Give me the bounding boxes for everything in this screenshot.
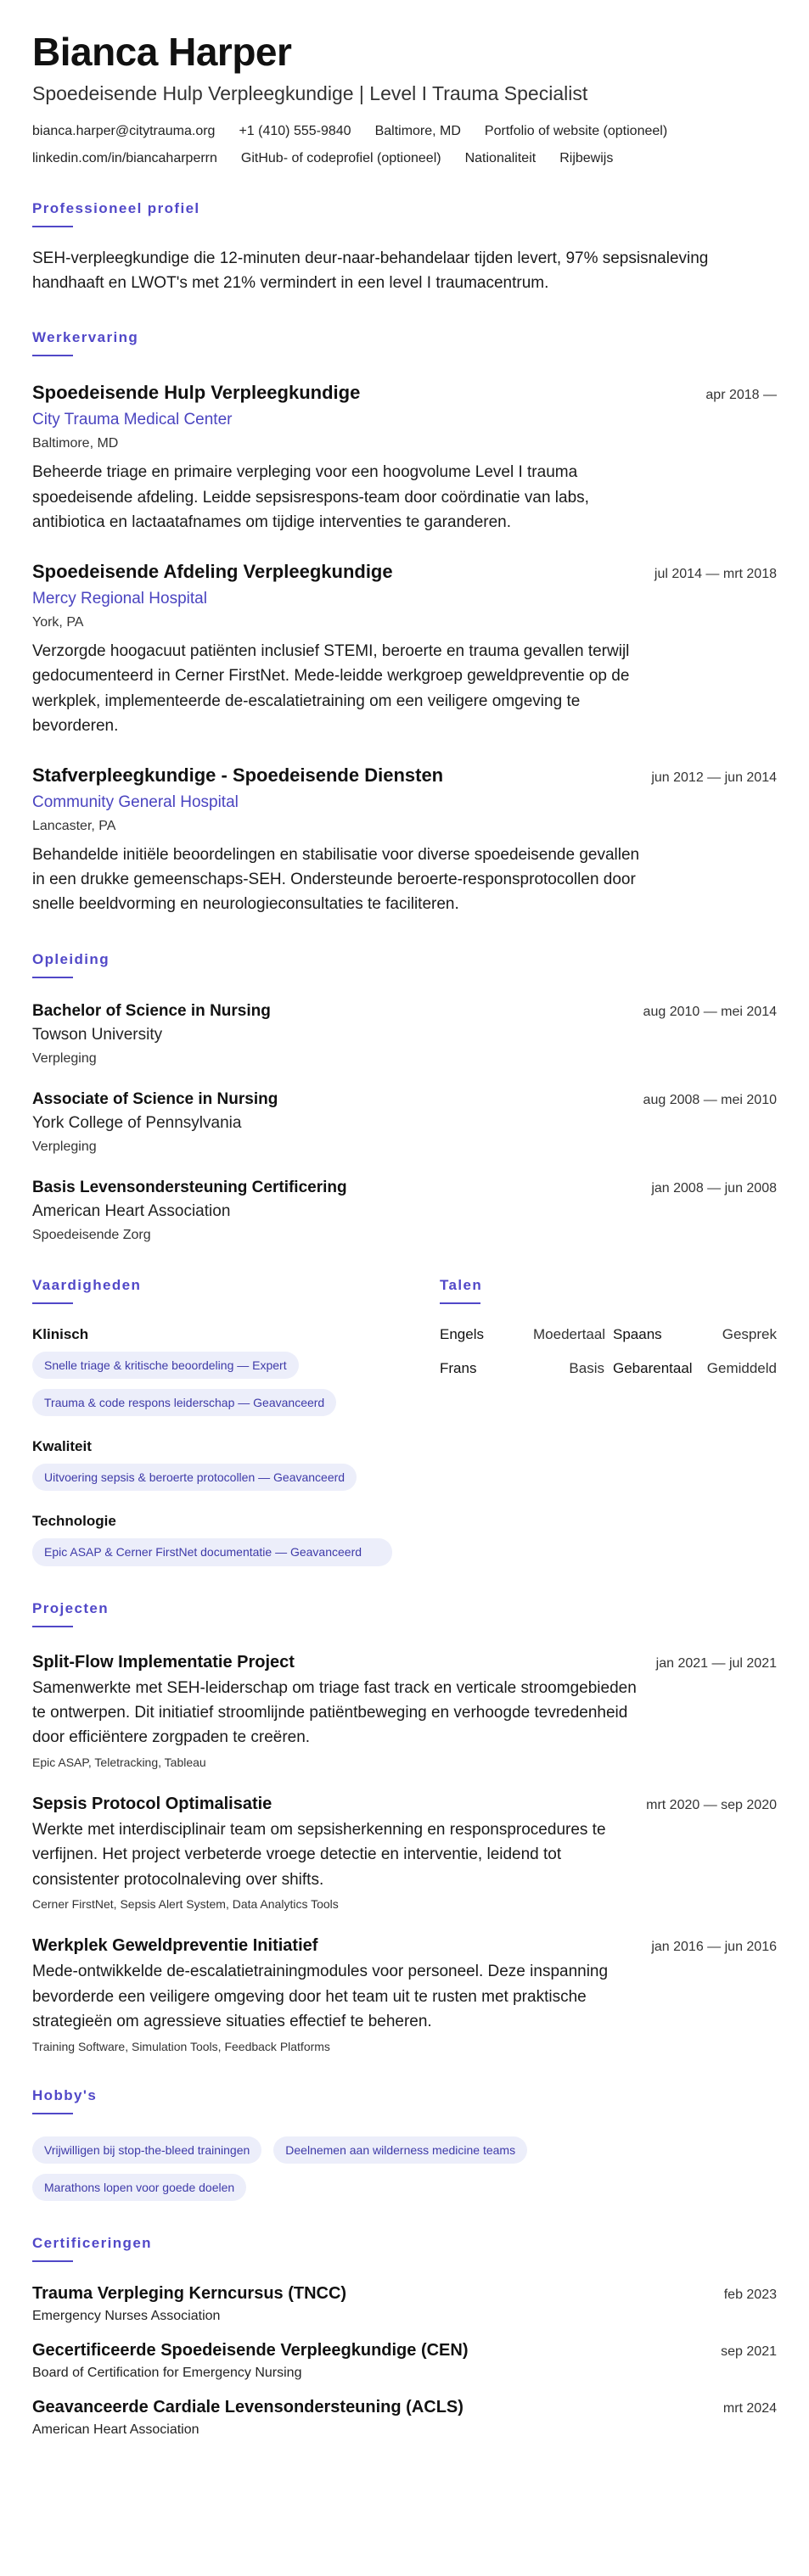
education-field: Verpleging xyxy=(32,1050,97,1066)
experience-section xyxy=(32,329,777,916)
languages-section xyxy=(440,1277,777,1566)
education-dates: aug 2010 — mei 2014 xyxy=(643,1004,777,1019)
certifications-section xyxy=(32,2235,777,2438)
education-section xyxy=(32,951,777,1243)
certification-date: feb 2023 xyxy=(723,2287,777,2302)
language-level: Gesprek xyxy=(722,1325,777,1342)
project-item xyxy=(32,1936,777,2052)
certification-name: Gecertificeerde Spoedeisende Verpleegkundige (CEN) xyxy=(32,2340,469,2360)
profile-section xyxy=(32,200,777,296)
certification-item xyxy=(32,2398,777,2438)
job-title: Spoedeisende Afdeling Verpleegkundige xyxy=(32,560,393,582)
certification-issuer: American Heart Association xyxy=(32,2422,199,2437)
section-title-education: Opleiding xyxy=(32,950,110,967)
job-dates: jul 2014 — mrt 2018 xyxy=(654,566,777,581)
job-location: Lancaster, PA xyxy=(32,818,116,833)
project-tools: Training Software, Simulation Tools, Feedback Platforms xyxy=(32,2039,330,2053)
project-tools: Cerner FirstNet, Sepsis Alert System, Data Analytics Tools xyxy=(32,1897,339,1912)
education-field: Spoedeisende Zorg xyxy=(32,1227,151,1242)
contact-info xyxy=(32,124,777,166)
skill-chip: Uitvoering sepsis & beroerte protocollen — Geavanceerd xyxy=(32,1464,357,1491)
skill-group-title: Technologie xyxy=(32,1513,116,1530)
job-dates: apr 2018 — xyxy=(705,388,777,403)
certification-date: sep 2021 xyxy=(721,2344,777,2359)
certification-issuer: Board of Certification for Emergency Nursing xyxy=(32,2365,302,2380)
job-location: York, PA xyxy=(32,614,84,630)
section-divider xyxy=(32,355,73,356)
section-title-languages: Talen xyxy=(440,1276,483,1293)
certification-name: Trauma Verpleging Kerncursus (TNCC) xyxy=(32,2283,347,2303)
project-dates: jan 2021 — jul 2021 xyxy=(655,1655,777,1671)
contact-nationality: Nationaliteit xyxy=(464,150,537,165)
section-divider xyxy=(32,2113,73,2114)
hobby-chip: Deelnemen aan wilderness medicine teams xyxy=(273,2136,527,2164)
skill-group xyxy=(32,1513,407,1565)
project-title: Split-Flow Implementatie Project xyxy=(32,1652,295,1672)
contact-location: Baltimore, MD xyxy=(374,123,461,138)
education-dates: aug 2008 — mei 2010 xyxy=(643,1092,777,1107)
contact-github[interactable]: GitHub- of codeprofiel (optioneel) xyxy=(240,150,441,165)
language-name: Spaans xyxy=(613,1325,662,1342)
section-title-profile: Professioneel profiel xyxy=(32,199,200,216)
section-divider xyxy=(32,226,73,227)
profile-summary: SEH-verpleegkundige die 12-minuten deur-naar-behandelaar tijden levert, 97% sepsisnaleving handhaaft en LWOT's met 21% vermindert in een level I traumacentrum. xyxy=(32,249,709,293)
contact-email[interactable]: bianca.harper@citytrauma.org xyxy=(32,123,216,138)
education-dates: jan 2008 — jun 2008 xyxy=(651,1180,777,1196)
job-title: Stafverpleegkundige - Spoedeisende Diensten xyxy=(32,764,444,786)
certification-issuer: Emergency Nurses Association xyxy=(32,2308,221,2323)
project-tools: Epic ASAP, Teletracking, Tableau xyxy=(32,1755,206,1769)
education-item xyxy=(32,1002,777,1067)
hobbies-section xyxy=(32,2087,777,2201)
project-title: Sepsis Protocol Optimalisatie xyxy=(32,1794,272,1813)
experience-item xyxy=(32,764,777,917)
project-title: Werkplek Geweldpreventie Initiatief xyxy=(32,1936,318,1956)
skill-chip: Snelle triage & kritische beoordeling — Expert xyxy=(32,1352,299,1379)
language-level: Moedertaal xyxy=(533,1325,606,1342)
section-title-skills: Vaardigheden xyxy=(32,1276,142,1293)
skill-chip: Trauma & code respons leiderschap — Geavanceerd xyxy=(32,1389,336,1416)
project-dates: jan 2016 — jun 2016 xyxy=(651,1940,777,1955)
job-description: Verzorgde hoogacuut patiënten inclusief STEMI, beroerte en trauma gevallen terwijl gedocumenteerd in Cerner FirstNet. Mede-leidde werkgroep geweldpreventie op de werkplek, implementeerde de-escalatietraining om een veiligere omgeving te bevorderen. xyxy=(32,641,630,736)
hobby-list xyxy=(32,2136,626,2201)
candidate-headline: Spoedeisende Hulp Verpleegkundige | Level I Trauma Specialist xyxy=(32,81,588,104)
skill-group-title: Klinisch xyxy=(32,1325,89,1342)
language-level: Basis xyxy=(569,1359,604,1376)
job-dates: jun 2012 — jun 2014 xyxy=(651,770,777,785)
job-company: Community General Hospital xyxy=(32,792,239,811)
language-name: Engels xyxy=(440,1325,484,1342)
section-divider xyxy=(32,977,73,978)
project-item xyxy=(32,1795,777,1911)
job-company: City Trauma Medical Center xyxy=(32,411,233,429)
section-title-experience: Werkervaring xyxy=(32,329,139,346)
education-item xyxy=(32,1179,777,1243)
contact-phone[interactable]: +1 (410) 555-9840 xyxy=(239,123,351,138)
education-item xyxy=(32,1090,777,1155)
contact-portfolio[interactable]: Portfolio of website (optioneel) xyxy=(484,123,668,138)
job-description: Beheerde triage en primaire verpleging voor een hoogvolume Level I trauma spoedeisende afdeling. Leidde sepsisrespons-team door coördinatie van labs, antibiotica en lactaatafnames om tijdige interventies te garanderen. xyxy=(32,463,589,532)
education-school: American Heart Association xyxy=(32,1201,231,1220)
education-degree: Associate of Science in Nursing xyxy=(32,1089,278,1108)
project-description: Mede-ontwikkelde de-escalatietrainingmodules voor personeel. Deze inspanning bevorderde een veiligere omgeving door het team uit te rusten met praktische strategieën om agressieve situaties effectief te beheren. xyxy=(32,1963,609,2031)
resume-header xyxy=(32,31,777,166)
education-field: Verpleging xyxy=(32,1139,97,1154)
skill-group xyxy=(32,1438,407,1491)
section-title-certifications: Certificeringen xyxy=(32,2234,152,2251)
skills-section xyxy=(32,1277,407,1566)
section-divider xyxy=(32,1626,73,1627)
language-name: Gebarentaal xyxy=(613,1359,693,1376)
education-degree: Basis Levensondersteuning Certificering xyxy=(32,1178,347,1196)
contact-linkedin[interactable]: linkedin.com/in/biancaharperrn xyxy=(32,150,217,165)
certification-name: Geavanceerde Cardiale Levensondersteuning (ACLS) xyxy=(32,2397,463,2416)
hobby-chip: Vrijwilligen bij stop-the-bleed trainingen xyxy=(32,2136,261,2164)
certification-item xyxy=(32,2341,777,2381)
certification-date: mrt 2024 xyxy=(722,2400,777,2416)
job-company: Mercy Regional Hospital xyxy=(32,589,207,608)
education-school: York College of Pennsylvania xyxy=(32,1113,242,1132)
section-divider xyxy=(32,2260,73,2262)
candidate-name: Bianca Harper xyxy=(32,30,292,74)
experience-item xyxy=(32,382,777,535)
certification-item xyxy=(32,2284,777,2324)
skill-group-title: Kwaliteit xyxy=(32,1438,92,1455)
project-description: Samenwerkte met SEH-leiderschap om triage fast track en verticale stroomgebieden te ontwerpen. Dit initiatief stroomlijnde patiëntbeweging en verhoogde tevredenheid door efficiëntere zorgpaden te creëren. xyxy=(32,1678,637,1747)
section-divider xyxy=(32,1302,73,1304)
education-degree: Bachelor of Science in Nursing xyxy=(32,1001,271,1020)
job-description: Behandelde initiële beoordelingen en stabilisatie voor diverse spoedeisende gevallen in een drukke gemeenschaps-SEH. Ondersteunde beroerte-responsprotocollen door snelle beeldvorming en neurologieconsultaties te faciliteren. xyxy=(32,845,640,914)
project-description: Werkte met interdisciplinair team om sepsisherkenning en responsprocedures te verfijnen. Het project verbeterde vroege detectie en interventie, leidend tot consistenter protocolnaleving over shifts. xyxy=(32,1820,606,1889)
job-location: Baltimore, MD xyxy=(32,436,119,451)
job-title: Spoedeisende Hulp Verpleegkundige xyxy=(32,382,361,404)
experience-item xyxy=(32,561,777,739)
skill-chip: Epic ASAP & Cerner FirstNet documentatie — Geavanceerd xyxy=(32,1538,392,1565)
education-school: Towson University xyxy=(32,1025,163,1044)
project-item xyxy=(32,1653,777,1769)
section-title-hobbies: Hobby's xyxy=(32,2086,98,2103)
project-dates: mrt 2020 — sep 2020 xyxy=(646,1797,777,1812)
projects-section xyxy=(32,1600,777,2053)
language-level: Gemiddeld xyxy=(706,1359,777,1376)
language-name: Frans xyxy=(440,1359,477,1376)
contact-license: Rijbewijs xyxy=(559,150,614,165)
hobby-chip: Marathons lopen voor goede doelen xyxy=(32,2174,246,2201)
section-title-projects: Projecten xyxy=(32,1599,110,1616)
languages-list xyxy=(440,1326,777,1377)
skill-group xyxy=(32,1326,407,1416)
section-divider xyxy=(440,1302,480,1304)
skills-languages-row xyxy=(32,1277,777,1566)
